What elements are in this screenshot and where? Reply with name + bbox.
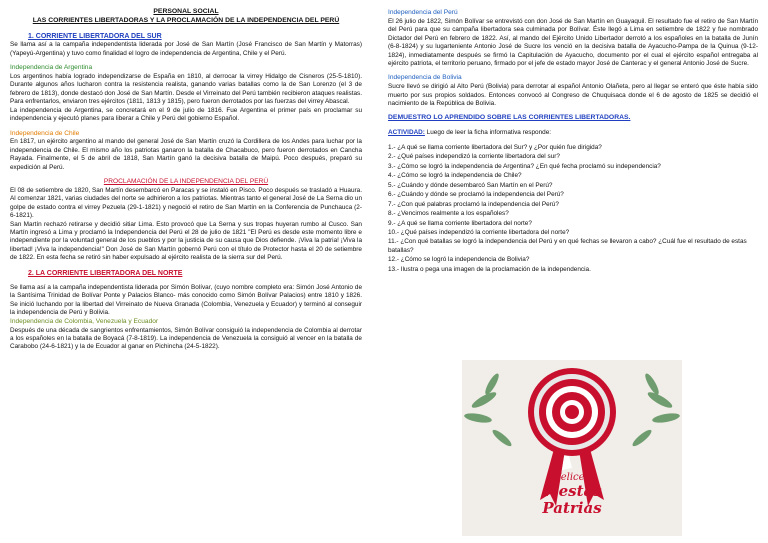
right-column xyxy=(388,0,758,275)
question-item: 13.- Ilustra o pega una imagen de la proclamación de la independencia. xyxy=(388,265,591,273)
bolivia-paragraph: Sucre llevó se dirigió al Alto Perú (Bolivia) para derrotar al español Antonio Olañeta, pero al llegar se enteró que éste había sido muerto por sus propios soldados. Entonces convocó al Congreso de Chuquisaca donde el 6 de agosto de 1825 se decidió el nacimiento de la República de Bolivia. xyxy=(388,83,758,108)
proclamation-paragraph-1: El 08 de setiembre de 1820, San Martín desembarcó en Paracas y se instaló en Pisco. Poco después se trasladó a Huaura. Al comenzar 1821, varias ciudades del norte se adhirieron a los patriotas. Mientras tanto el general José de La Serna dio un golpe de estado contra el virrey Pezuela (29-1-1821) y negoció el retiro de San Martín en la Conferencia de Punchauca (2-6-1821). xyxy=(10,186,362,220)
question-item: 1.- ¿A qué se llama corriente libertadora del Sur? y ¿Por quién fue dirigida? xyxy=(388,143,602,151)
question-item: 5.- ¿Cuándo y dónde desembarcó San Martín en el Perú? xyxy=(388,181,553,189)
demonstrate-heading: DEMUESTRO LO APRENDIDO SOBRE LAS CORRIENTES LIBERTADORAS. xyxy=(388,114,631,122)
chile-heading: Independencia de Chile xyxy=(10,129,80,137)
bolivia-heading: Independencia de Bolivia xyxy=(388,74,462,82)
colombia-paragraph: Después de una década de sangrientos enfrentamientos, Simón Bolívar consiguió la independencia de Colombia al derrotar a los españoles en la batalla de Boyacá (7-8-1819). La independencia de Venezuela la consiguió al vencer en la batalla de Carabobo (24-6-1821) y la de Ecuador al ganar en Pichincha (24-5-1822). xyxy=(10,326,362,351)
question-item: 7.- ¿Con qué palabras proclamó la independencia del Perú? xyxy=(388,200,559,208)
question-item: 9.- ¿A qué se llama corriente libertadora del norte? xyxy=(388,219,532,227)
fiestas-patrias-illustration xyxy=(462,360,682,536)
argentina-paragraph-1: Los argentinos había logrado independizarse de España en 1810, al derrocar la virrey Hidalgo de Cisneros (25-5-1810). Durante algunos años lucharon contra la resistencia realista, ganando varias batallas como la de San Lorenzo (el 3 de febrero de 1813), donde destacó don José de San Martín. Desde el Virreinato del Perú también recibieron ataques realistas. Para enfrentarlos, enviaron tres ejércitos (1811, 1813 y 1815), pero fueron derrotados por las fuerzas del virrey Abascal. xyxy=(10,72,362,106)
question-item: 8.- ¿Vencimos realmente a los españoles? xyxy=(388,210,509,218)
section-south-text: Se llama así a la campaña independentista liderada por José de San Martín (José Francisco de San Martín y Matorras) (Yapeyú-Argentina) y tuvo como finalidad el logro de independencia de Argentina, Chile y el Perú. xyxy=(10,41,362,57)
section-north-heading: 2. LA CORRIENTE LIBERTADORA DEL NORTE xyxy=(28,269,183,277)
question-item: 2.- ¿Qué países independizó la corriente libertadora del sur? xyxy=(388,153,560,161)
chile-paragraph: En 1817, un ejército argentino al mando del general José de San Martín cruzó la Cordillera de los Andes para luchar por la independencia de Chile. El mismo año los patriotas ganaron la batalla de Chacabuco, pero fueron derrotados en Cancha Rayada. Finalmente, el 5 de abril de 1818, San Martín ganó la decisiva batalla de Maipú. Poco después, preparó su expedición al Perú. xyxy=(10,138,362,171)
proclamation-paragraph-2: San Martín rechazó retirarse y decidió sitiar Lima. Esto provocó que La Serna y sus tropas huyeran rumbo al Cusco. San Martín ingresó a Lima y proclamó la Independencia del Perú el 28 de julio de 1821 "El Perú es desde este momento libre e independiente por la voluntad general de los pueblos y por la justicia de su causa que Dios defiende. ¡Viva la patria! ¡Viva la libertad! ¡Viva la independencia!" Don José de San Martín gobernó Perú con el título de Protector hasta el 20 de setiembre de 1822. En esta fecha se retiró sin haber expulsado al ejército realista de la sierra sur del Perú. xyxy=(10,220,362,262)
peru-paragraph: El 26 julio de 1822, Simón Bolívar se entrevistó con don José de San Martín en Guayaquil. El resultado fue el retiro de San Martín del Perú para que su campaña libertadora sea culminada por Bolívar. Éste llegó a Lima en setiembre de 1822 y fue nombrado Dictador del Perú en febrero de 1822. Así, al mando del Ejército Unido Libertador derrotó a los españoles en la batalla de Junín (6-8-1824) y su lugarteniente Antonio José de Sucre los venció en la decisiva batalla de Ayacucho-Pampa de la Quinua (9-12-1824), inmediatamente después se firmó la Capitulación de Ayacucho, documento por el cual el ejército español entregaba al ejército patriota, el territorio peruano, firmado por el jefe de estado mayor José de Canterac y el general Antonio José de Sucre. xyxy=(388,17,758,67)
activity-line xyxy=(388,129,758,137)
question-list xyxy=(388,144,758,274)
greeting-line-2: Fiestas xyxy=(542,482,602,500)
peru-heading: Independencia del Perú xyxy=(388,9,458,16)
page-title: LAS CORRIENTES LIBERTADORAS Y LA PROCLAMACIÓN DE LA INDEPENDENCIA DEL PERÚ xyxy=(32,16,340,24)
argentina-heading: Independencia de Argentina xyxy=(10,64,93,72)
proclamation-heading: PROCLAMACIÓN DE LA INDEPENDENCIA DEL PERÚ xyxy=(103,178,269,186)
greeting-line-3: Patrias xyxy=(542,498,602,517)
question-item: 12.- ¿Cómo se logró la independencia de Bolivia? xyxy=(388,256,530,264)
left-column xyxy=(10,0,362,352)
question-item: 4.- ¿Cómo se logró la independencia de Chile? xyxy=(388,172,522,180)
colombia-heading: Independencia de Colombia, Venezuela y Ecuador xyxy=(10,317,159,325)
section-south-heading: 1. CORRIENTE LIBERTADORA DEL SUR xyxy=(28,32,162,40)
question-item: 6.- ¿Cuándo y dónde se proclamó la independencia del Perú? xyxy=(388,191,564,199)
question-item: 10.- ¿Qué países independizó la corriente libertadora del norte? xyxy=(388,228,570,236)
rosette-icon xyxy=(528,368,616,456)
greeting-line-1: Felices xyxy=(554,472,590,483)
section-north-text: Se llama así a la campaña independentista liderada por Simón Bolívar, (cuyo nombre completo era: Simón José Antonio de la Santísima Trinidad de Bolívar Ponte y Palacios Blanco- más conocido como Simón Bolívar Palacios) entre 1810 y 1826. Se inició luchando por la libertad del Virreinato de Nueva Granada (Colombia, Venezuela y Ecuador) y terminó al conseguir la independencia de Perú y Bolivia. xyxy=(10,284,362,317)
argentina-paragraph-2: La independencia de Argentina, se concretará en el 9 de julio de 1816. Fue Argentina el primer país en proclamar su independencia y ejecutó planes para liberar a Chile y Perú del gobierno Español. xyxy=(10,106,362,123)
activity-instructions: Luego de leer la ficha informativa responde: xyxy=(424,129,552,137)
question-item: 11.- ¿Con qué batallas se logró la independencia del Perú y en qué fechas se llevaron a cabo? ¿Cuál fue el resultado de estas batallas? xyxy=(388,238,747,254)
subject-heading: PERSONAL SOCIAL xyxy=(153,8,219,15)
greeting-text xyxy=(462,472,682,516)
activity-label: ACTIVIDAD: xyxy=(388,129,425,137)
question-item: 3.- ¿Cómo se logró la independencia de Argentina? ¿En qué fecha proclamó su independencia? xyxy=(388,162,661,170)
